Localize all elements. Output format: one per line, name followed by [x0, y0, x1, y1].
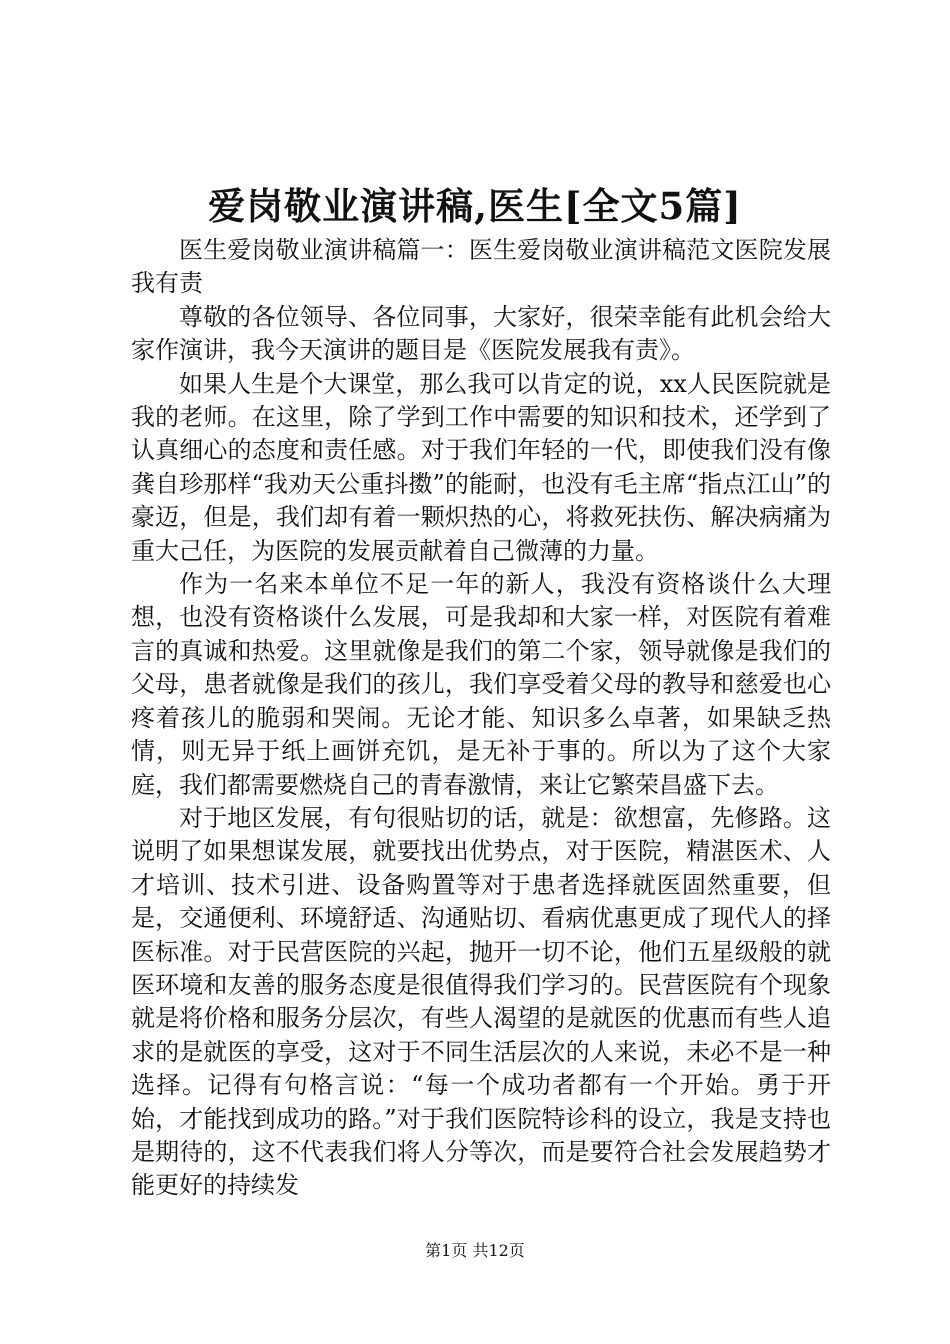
paragraph: 医生爱岗敬业演讲稿篇一：医生爱岗敬业演讲稿范文医院发展我有责 — [131, 236, 831, 298]
document-body — [131, 234, 831, 1203]
paragraph: 作为一名来本单位不足一年的新人，我没有资格谈什么大理想，也没有资格谈什么发展，可是我却和大家一样，对医院有着难言的真诚和热爱。这里就像是我们的第二个家，领导就像是我们的父母，患者就像是我们的孩儿，我们享受着父母的教导和慈爱也心疼着孩儿的脆弱和哭闹。无论才能、知识多么卓著，如果缺乏热情，则无异于纸上画饼充饥，是无补于事的。所以为了这个大家庭，我们都需要燃烧自己的青春激情，来让它繁荣昌盛下去。 — [131, 570, 831, 799]
paragraph: 如果人生是个大课堂，那么我可以肯定的说，xx人民医院就是我的老师。在这里，除了学到工作中需要的知识和技术，还学到了认真细心的态度和责任感。对于我们年轻的一代，即使我们没有像龚自珍那样“我劝天公重抖擞”的能耐，也没有毛主席“指点江山”的豪迈，但是，我们却有着一颗炽热的心，将救死扶伤、解决病痛为重大己任，为医院的发展贡献着自己微薄的力量。 — [131, 369, 831, 565]
paragraph: 对于地区发展，有句很贴切的话，就是：欲想富，先修路。这说明了如果想谋发展，就要找出优势点，对于医院，精湛医术、人才培训、技术引进、设备购置等对于患者选择就医固然重要，但是，交通便利、环境舒适、沟通贴切、看病优惠更成了现代人的择医标准。对于民营医院的兴起，抛开一切不论，他们五星级般的就医环境和友善的服务态度是很值得我们学习的。民营医院有个现象就是将价格和服务分层次，有些人渴望的是就医的优惠而有些人追求的是就医的享受，这对于不同生活层次的人来说，未必不是一种选择。记得有句格言说：“每一个成功者都有一个开始。勇于开始，才能找到成功的路。”对于我们医院特诊科的设立，我是支持也是期待的，这不代表我们将人分等次，而是要符合社会发展趋势才能更好的持续发 — [131, 803, 831, 1200]
paragraph: 尊敬的各位领导、各位同事，大家好，很荣幸能有此机会给大家作演讲，我今天演讲的题目是《医院发展我有责》。 — [131, 302, 831, 365]
page-footer: 第1页 共12页 — [425, 1241, 525, 1260]
document-title: 爱岗敬业演讲稿,医生[全文5篇] — [208, 184, 742, 228]
